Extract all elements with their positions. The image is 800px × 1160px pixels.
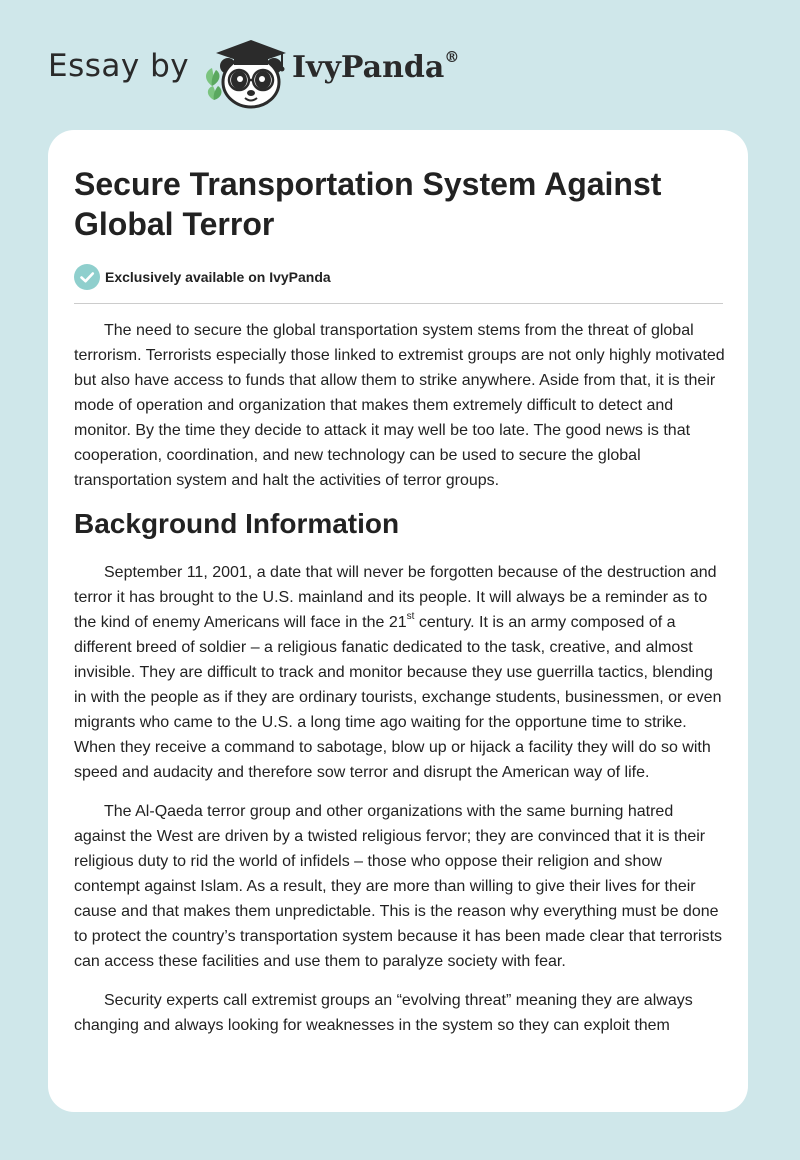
panda-graduate-icon[interactable] (200, 36, 296, 110)
exclusive-badge (74, 264, 331, 290)
paragraph-text: century. It is an army composed of a different breed of soldier – a religious fanatic dedicated to the task, creative, and almost invisible. They are difficult to track and monitor because they use guerrilla tactics, blending in with the people as if they are ordinary tourists, exchange students, businessmen, or even migrants who came to the U.S. a long time ago waiting for the opportune time to strike. When they receive a command to sabotage, blow up or hijack a facility they will do so with speed and audacity and therefore sow terror and disrupt the American way of life. (74, 614, 722, 781)
brand-name[interactable] (292, 50, 459, 85)
section-heading: Background Information (74, 508, 400, 539)
brand-prefix: Essay by (48, 48, 190, 84)
brand-name-text: IvyPanda (292, 50, 445, 85)
divider (74, 303, 723, 304)
site-header (0, 0, 800, 130)
check-circle-icon (74, 264, 100, 290)
registered-mark: ® (444, 48, 460, 66)
essay-card (48, 130, 748, 1112)
paragraph: The Al-Qaeda terror group and other organizations with the same burning hatred against the West are driven by a twisted religious fervor; they are convinced that it is their religious duty to rid the world of infidels – those who oppose their religion and show contempt against Islam. As a result, they are more than willing to give their lives for their cause and that makes them unpredictable. This is the reason why everything must be done to protect the country’s transportation system because it has been made clear that terrorists can access these facilities and use them to paralyze society with fear. (74, 803, 723, 970)
ordinal-suffix: st (406, 610, 415, 622)
paragraph (74, 560, 726, 785)
intro-paragraph: The need to secure the global transportation system stems from the threat of global terrorism. Terrorists especially those linked to extremist groups are not only highly motivated but also have access to funds that allow them to strike anywhere. Aside from that, it is their mode of operation and organization that makes them extremely difficult to detect and monitor. By the time they decide to attack it may well be too late. The good news is that cooperation, coordination, and new technology can be used to secure the global transportation system and halt the activities of terror groups. (74, 322, 725, 489)
paragraph: Security experts call extremist groups an “evolving threat” meaning they are always changing and always looking for weaknesses in the system so they can exploit them (74, 992, 693, 1034)
essay-body (74, 318, 726, 1052)
paragraph-text: September 11, 2001, a date that will never be forgotten because of the destruction and terror it has brought to the U.S. mainland and its people. It will always be a reminder as to the kind of enemy Americans will face in the 21 (74, 564, 717, 631)
exclusive-badge-text: Exclusively available on IvyPanda (105, 269, 331, 285)
essay-title: Secure Transportation System Against Global Terror (74, 166, 662, 242)
